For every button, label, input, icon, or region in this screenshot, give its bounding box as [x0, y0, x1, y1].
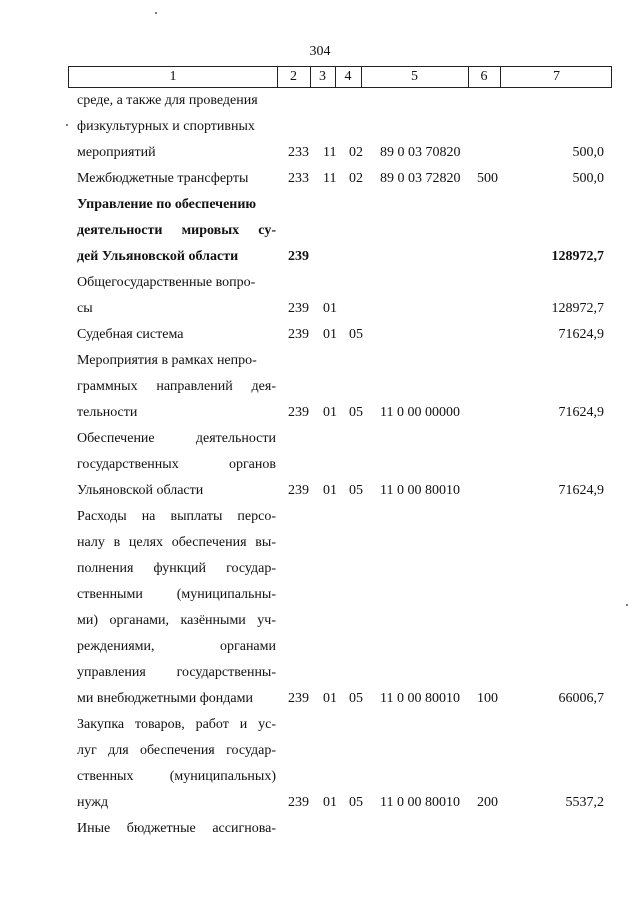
row-description: Обеспечение деятельности: [77, 431, 276, 446]
cell-target-article: 11 0 00 00000: [380, 405, 460, 420]
cell-subsection: 05: [349, 483, 363, 498]
cell-admin-code: 239: [288, 483, 309, 498]
scan-speck: [155, 12, 157, 14]
header-col-7: 7: [553, 69, 560, 84]
cell-admin-code: 239: [288, 249, 309, 264]
cell-admin-code: 239: [288, 691, 309, 706]
table-row: [0, 247, 640, 267]
table-row: [0, 559, 640, 579]
row-description: реждениями, органами: [77, 639, 276, 654]
table-row: [0, 637, 640, 657]
cell-section: 11: [323, 145, 337, 160]
table-row: [0, 351, 640, 371]
row-description: налу в целях обеспечения вы-: [77, 535, 276, 550]
cell-target-article: 89 0 03 70820: [380, 145, 461, 160]
cell-admin-code: 239: [288, 301, 309, 316]
row-description: ственными (муниципальны-: [77, 587, 276, 602]
row-description: сы: [77, 301, 93, 316]
cell-expense-type: 500: [477, 171, 498, 186]
header-col-6: 6: [468, 67, 501, 87]
row-description: деятельности мировых су-: [77, 223, 276, 238]
table-row: [0, 429, 640, 449]
cell-admin-code: 239: [288, 327, 309, 342]
cell-subsection: 02: [349, 171, 363, 186]
row-description: Общегосударственные вопро-: [77, 275, 256, 290]
cell-section: 01: [323, 405, 337, 420]
cell-subsection: 05: [349, 327, 363, 342]
table-header: [68, 66, 612, 88]
table-row: [0, 611, 640, 631]
row-description: Межбюджетные трансферты: [77, 171, 249, 186]
table-row: [0, 221, 640, 241]
row-description: нужд: [77, 795, 109, 810]
cell-amount: 128972,7: [551, 301, 604, 316]
row-description: Иные бюджетные ассигнова-: [77, 821, 276, 836]
row-description: ственных (муниципальных): [77, 769, 276, 784]
table-row: [0, 169, 640, 189]
row-description: граммных направлений дея-: [77, 379, 276, 394]
cell-target-article: 89 0 03 72820: [380, 171, 461, 186]
table-row: [0, 585, 640, 605]
row-description: мероприятий: [77, 145, 156, 160]
cell-target-article: 11 0 00 80010: [380, 691, 460, 706]
table-row: [0, 507, 640, 527]
row-description: Ульяновской области: [77, 483, 204, 498]
row-description: тельности: [77, 405, 138, 420]
row-description: полнения функций государ-: [77, 561, 276, 576]
table-row: [0, 377, 640, 397]
table-row: [0, 533, 640, 553]
table-row: [0, 689, 640, 709]
row-description: Расходы на выплаты персо-: [77, 509, 276, 524]
page-number: 304: [309, 44, 331, 59]
cell-section: 01: [323, 691, 337, 706]
table-row: [0, 143, 640, 163]
cell-admin-code: 233: [288, 145, 309, 160]
table-row: [0, 481, 640, 501]
table-row: [0, 325, 640, 345]
row-description: физкультурных и спортивных: [77, 119, 255, 134]
row-description: дей Ульяновской области: [77, 249, 239, 264]
cell-amount: 5537,2: [565, 795, 604, 810]
cell-section: 01: [323, 301, 337, 316]
cell-amount: 500,0: [572, 171, 604, 186]
cell-target-article: 11 0 00 80010: [380, 795, 460, 810]
cell-amount: 128972,7: [551, 249, 604, 264]
table-row: [0, 741, 640, 761]
header-col-5: 5: [361, 67, 469, 87]
cell-amount: 66006,7: [558, 691, 604, 706]
table-row: [0, 767, 640, 787]
cell-subsection: 05: [349, 691, 363, 706]
header-col-3: 3: [310, 67, 336, 87]
cell-section: 01: [323, 795, 337, 810]
row-description: ми внебюджетными фондами: [77, 691, 253, 706]
table-row: [0, 663, 640, 683]
table-row: [0, 273, 640, 293]
cell-amount: 71624,9: [558, 483, 604, 498]
cell-admin-code: 239: [288, 405, 309, 420]
cell-subsection: 05: [349, 405, 363, 420]
table-row: [0, 455, 640, 475]
cell-expense-type: 100: [477, 691, 498, 706]
cell-subsection: 02: [349, 145, 363, 160]
table-row: [0, 91, 640, 111]
row-description: среде, а также для проведения: [77, 93, 258, 108]
table-row: [0, 715, 640, 735]
scan-speck: [626, 604, 628, 606]
table-row: [0, 117, 640, 137]
cell-amount: 500,0: [572, 145, 604, 160]
table-row: [0, 403, 640, 423]
row-description: ми) органами, казёнными уч-: [77, 613, 276, 628]
cell-expense-type: 200: [477, 795, 498, 810]
header-col-2: 2: [277, 67, 311, 87]
row-description: управления государственны-: [77, 665, 276, 680]
cell-section: 11: [323, 171, 337, 186]
cell-amount: 71624,9: [558, 405, 604, 420]
cell-amount: 71624,9: [558, 327, 604, 342]
cell-subsection: 05: [349, 795, 363, 810]
table-row: [0, 793, 640, 813]
cell-admin-code: 239: [288, 795, 309, 810]
cell-section: 01: [323, 327, 337, 342]
row-description: Мероприятия в рамках непро-: [77, 353, 257, 368]
header-col-4: 4: [335, 67, 362, 87]
row-description: Закупка товаров, работ и ус-: [77, 717, 276, 732]
row-description: государственных органов: [77, 457, 276, 472]
table-row: [0, 299, 640, 319]
table-row: [0, 195, 640, 215]
scan-speck: [66, 124, 68, 126]
cell-admin-code: 233: [288, 171, 309, 186]
header-col-1: 1: [69, 67, 278, 87]
row-description: Судебная система: [77, 327, 184, 342]
table-row: [0, 819, 640, 839]
row-description: луг для обеспечения государ-: [77, 743, 276, 758]
row-description: Управление по обеспечению: [77, 197, 257, 212]
cell-section: 01: [323, 483, 337, 498]
cell-target-article: 11 0 00 80010: [380, 483, 460, 498]
